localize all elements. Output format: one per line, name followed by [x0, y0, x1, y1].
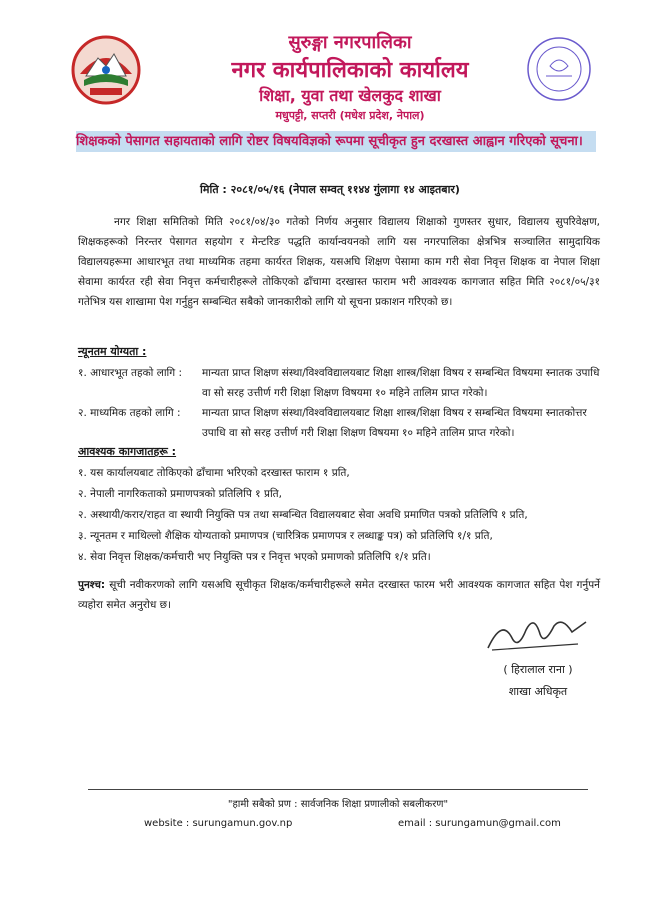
- notice-title: शिक्षकको पेसागत सहायताको लागि रोष्टर विषयविज्ञको रूपमा सूचीकृत हुन दरखास्त आह्वान गरिएको सूचना।: [76, 131, 596, 152]
- footer-divider: [88, 789, 588, 790]
- signatory-title: शाखा अधिकृत: [508, 685, 568, 698]
- municipality-name: सुरुङ्गा नगरपालिका: [288, 32, 412, 53]
- municipality-seal-icon: [526, 36, 592, 102]
- min-qual-item: [78, 363, 600, 403]
- doc-item: १. यस कार्यालयबाट तोकिएको ढाँचामा भरिएको दरखास्त फाराम १ प्रति,: [78, 467, 350, 479]
- signature-icon: [482, 608, 592, 654]
- min-qual-label: १. आधारभूत तहको लागि :: [78, 367, 183, 379]
- doc-item: २. अस्थायी/करार/राहत वा स्थायी नियुक्ति पत्र तथा सम्बन्धित विद्यालयबाट सेवा अवधि प्रमाणित पत्रको प्रतिलिपि १ प्रति,: [78, 509, 528, 521]
- notice-date: मिति : २०८१/०५/१६ (नेपाल सम्वत् ११४४ गुंलागा १४ आइतबार): [200, 183, 460, 196]
- doc-item: ३. न्यूनतम र माथिल्लो शैक्षिक योग्यताको प्रमाणपत्र (चारित्रिक प्रमाणपत्र र लब्धाङ्क पत्र) को प्रतिलिपि १/१ प्रति,: [78, 530, 493, 542]
- docs-heading: आवश्यक कागजातहरू :: [78, 445, 177, 458]
- signatory-name: ( हिरालाल राना ): [503, 663, 573, 676]
- doc-item: ४. सेवा निवृत्त शिक्षक/कर्मचारी भए नियुक्ति पत्र र निवृत्त भएको प्रमाणको प्रतिलिपि १/१ प्रति।: [78, 551, 431, 563]
- note-label: पुनश्च:: [78, 579, 106, 591]
- footer-slogan: "हामी सबैको प्रण : सार्वजनिक शिक्षा प्रणालीको सबलीकरण": [227, 799, 449, 810]
- branch-name: शिक्षा, युवा तथा खेलकुद शाखा: [259, 86, 441, 105]
- min-qual-text: मान्यता प्राप्त शिक्षण संस्था/विश्वविद्यालयबाट शिक्षा शास्त्र/शिक्षा विषय र सम्बन्धित विषयमा स्नातक उपाधि वा सो सरह उत्तीर्ण गरी शिक्षा शिक्षण विषयमा १० महिने तालिम प्राप्त गरेको।: [202, 367, 600, 399]
- doc-item: २. नेपाली नागरिकताको प्रमाणपत्रको प्रतिलिपि १ प्रति,: [78, 488, 282, 500]
- min-qual-label: २. माध्यमिक तहको लागि :: [78, 407, 181, 419]
- office-name: नगर कार्यपालिकाको कार्यालय: [231, 58, 469, 83]
- min-qual-text: मान्यता प्राप्त शिक्षण संस्था/विश्वविद्यालयबाट शिक्षा शास्त्र/शिक्षा विषय र सम्बन्धित विषयमा स्नातकोत्तर उपाधि वा सो सरह उत्तीर्ण गरी शिक्षा शिक्षण विषयमा १० महिने तालिम प्राप्त गरेको।: [202, 407, 587, 439]
- min-qual-heading: न्यूनतम योग्यता :: [78, 345, 147, 358]
- note-text: सूची नवीकरणको लागि यसअघि सूचीकृत शिक्षक/कर्मचारीहरूले समेत दरखास्त फारम भरी आवश्यक कागजात सहित पेश गर्नुपर्ने व्यहोरा समेत अनुरोध छ।: [78, 579, 600, 611]
- office-address: मधुपट्टी, सप्तरी (मधेश प्रदेश, नेपाल): [275, 109, 425, 122]
- nepal-emblem-icon: [70, 34, 142, 106]
- notice-body: नगर शिक्षा समितिको मिति २०८१/०४/३० गतेको निर्णय अनुसार विद्यालय शिक्षाको गुणस्तर सुधार, विद्यालय सुपरिवेक्षण, शिक्षकहरूको निरन्तर पेसागत सहयोग र मेन्टरिङ पद्धति कार्यान्वयनको लागि यस नगरपालिका क्षेत्रभित्र सञ्चालित सामुदायिक विद्यालयहरूमा आधारभूत तथा माध्यमिक तहमा कार्यरत शिक्षक, यसअघि शिक्षण पेसामा काम गरी सेवा निवृत्त शिक्षक वा नेपाल शिक्षा सेवामा कार्यरत रही सेवा निवृत्त कर्मचारीहरूले तोकिएको ढाँचामा दरखास्त फाराम भरी आवश्यक कागजात सहित मिति २०८१/०५/३१ गतेभित्र यस शाखामा पेश गर्नुहुन सम्बन्धित सबैको जानकारीको लागि यो सूचना प्रकाशन गरिएको छ।: [78, 216, 600, 308]
- footer-website: website : surungamun.gov.np: [144, 818, 293, 829]
- footer-email: email : surungamun@gmail.com: [398, 818, 561, 829]
- min-qual-item: [78, 403, 600, 443]
